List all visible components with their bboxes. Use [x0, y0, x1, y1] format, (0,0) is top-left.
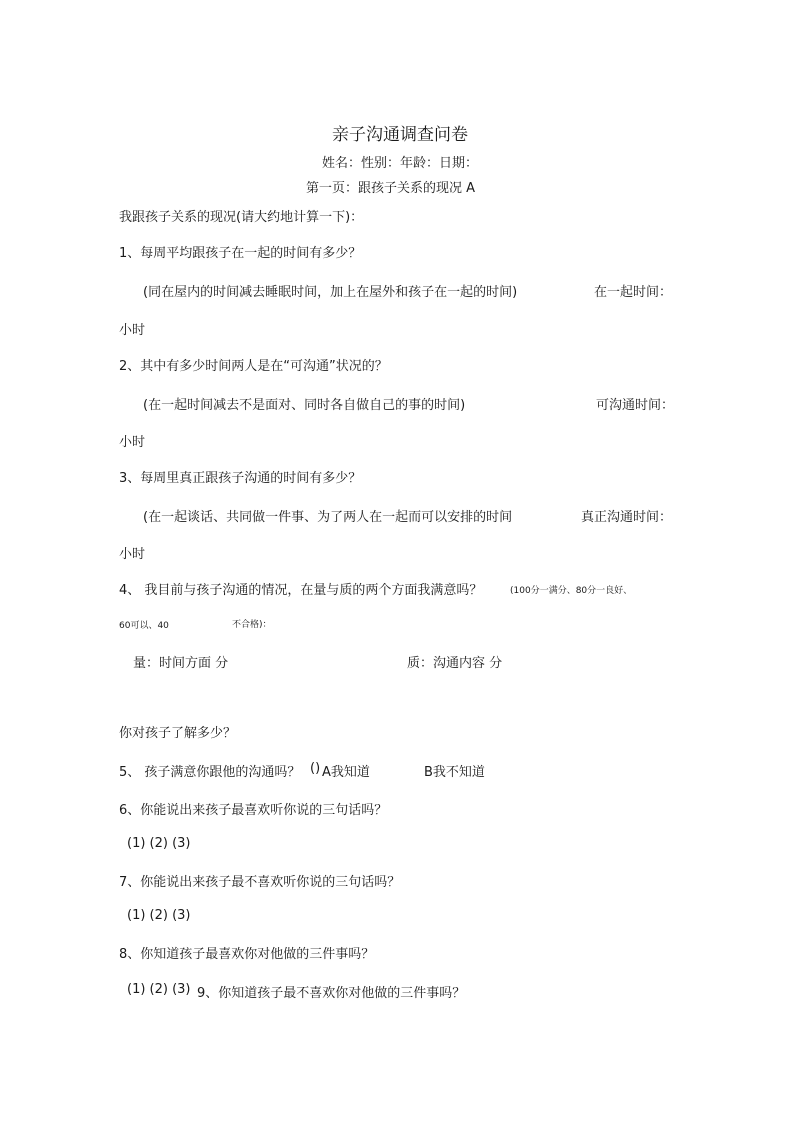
- q3-hint: (在一起谈话、共同做一件事、为了两人在一起而可以安排的时间: [143, 510, 513, 525]
- q3-field-label: 真正沟通时间：: [581, 510, 673, 525]
- q1-question: 1、每周平均跟孩子在一起的时间有多少？: [119, 246, 362, 261]
- q4-quantity: 量：时间方面 分: [133, 656, 229, 671]
- q4-question: 4、 我目前与孩子沟通的情况，在量与质的两个方面我满意吗？: [119, 583, 483, 598]
- section2-intro: 你对孩子了解多少？: [119, 726, 237, 741]
- q4-scale-part2b: 不合格)：: [232, 620, 272, 630]
- q6-question: 6、你能说出来孩子最喜欢听你说的三句话吗？: [119, 803, 388, 818]
- q8-answers: (1) (2) (3): [127, 982, 191, 997]
- q3-question: 3、每周里真正跟孩子沟通的时间有多少？: [119, 471, 362, 486]
- page-heading: 第一页：跟孩子关系的现况 A: [306, 181, 476, 196]
- section1-intro: 我跟孩子关系的现况(请大约地计算一下)：: [119, 210, 364, 225]
- q7-answers: (1) (2) (3): [127, 908, 191, 923]
- q2-hint: (在一起时间减去不是面对、同时各自做自己的事的时间): [143, 398, 466, 413]
- q5-question: 5、 孩子满意你跟他的沟通吗？: [119, 765, 301, 780]
- q5-bracket: (): [310, 761, 321, 776]
- q4-scale-part1: (100分一满分、80分一良好、: [510, 586, 633, 596]
- q8-question: 8、你知道孩子最喜欢你对他做的三件事吗？: [119, 947, 375, 962]
- q4-quality: 质：沟通内容 分: [407, 656, 503, 671]
- q2-field-label: 可沟通时间：: [596, 398, 675, 413]
- q3-unit: 小时: [119, 547, 146, 562]
- q5-option-b: B我不知道: [424, 765, 485, 780]
- q9-question: 9、你知道孩子最不喜欢你对他做的三件事吗？: [197, 986, 466, 1001]
- q5-option-a: A我知道: [322, 765, 370, 780]
- q2-question: 2、其中有多少时间两人是在“可沟通”状况的？: [119, 359, 388, 374]
- q1-field-label: 在一起时间：: [594, 285, 673, 300]
- q2-unit: 小时: [119, 435, 146, 450]
- info-line: 姓名：性别：年龄：日期：: [322, 156, 479, 171]
- q1-hint: (同在屋内的时间减去睡眠时间，加上在屋外和孩子在一起的时间): [143, 285, 518, 300]
- q4-scale-part2a: 60可以、40: [119, 621, 169, 631]
- q6-answers: (1) (2) (3): [127, 836, 191, 851]
- document-title: 亲子沟通调查问卷: [332, 125, 468, 145]
- q1-unit: 小时: [119, 323, 146, 338]
- q7-question: 7、你能说出来孩子最不喜欢听你说的三句话吗？: [119, 875, 401, 890]
